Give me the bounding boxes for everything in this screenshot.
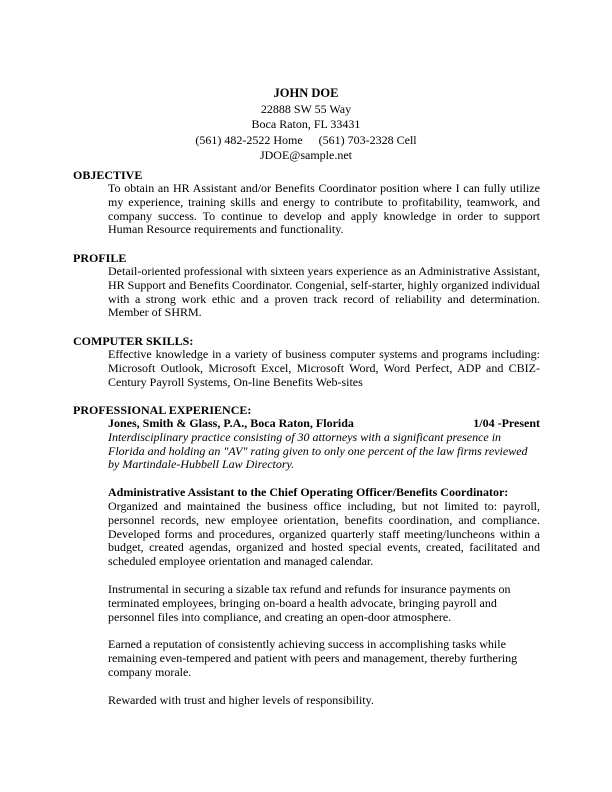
experience-section [73,403,543,708]
job-header [108,417,540,431]
profile-text: Detail-oriented professional with sixteen years experience as an Administrative Assistant, HR Support and Benefits Coordinator. Congenial, self-starter, highly organized individual with a strong work ethic and a proven track record of reliability and determination. Member of SHRM. [108,264,540,320]
job-entry [108,417,540,708]
job-paragraph-3: Earned a reputation of consistently achieving success in accomplishing tasks while remaining even-tempered and patient with peers and management, thereby furthering company morale. [108,637,518,679]
job-dates: 1/04 -Present [473,416,540,430]
objective-section [73,168,543,237]
email-address: JDOE@sample.net [259,148,353,162]
experience-heading: PROFESSIONAL EXPERIENCE: [73,403,252,417]
job-paragraph-4: Rewarded with trust and higher levels of responsibility. [108,692,374,707]
phone-numbers [0,133,612,149]
employer-description: Interdisciplinary practice consisting of 30 attorneys with a significant presence in Florida and holding an "AV" rating given to only one percent of the law firms reviewed by Martindale-Hubbell Law Directory. [108,429,528,472]
employer: Jones, Smith & Glass, P.A., Boca Raton, Florida [108,416,354,430]
profile-section [73,251,543,320]
job-paragraph-1: Organized and maintained the business office including, but not limited to: payroll, personnel records, new employee orientation, benefits coordination, and compliance. Developed forms and procedures, organized quarterly staff meeting/luncheons within a budget, created agendas, organized and hosted special events, created, facilitated and scheduled employee orientation and managed calendar. [108,498,540,569]
phone-home: (561) 482-2522 Home [195,132,303,147]
objective-text: To obtain an HR Assistant and/or Benefits Coordinator position where I can fully utilize my experience, training skills and energy to contribute to profitability, teamwork, and company success. To continue to develop and apply knowledge in order to support Human Resource requirements and functionality. [108,181,540,237]
computer-skills-section [73,334,543,389]
address-line-2: Boca Raton, FL 33431 [251,117,361,131]
job-title: Administrative Assistant to the Chief Operating Officer/Benefits Coordinator: [108,485,509,500]
contact-header [0,86,612,164]
candidate-name: JOHN DOE [273,86,339,100]
address-line-1: 22888 SW 55 Way [260,101,352,116]
computer-skills-heading: COMPUTER SKILLS: [73,334,194,348]
computer-skills-text: Effective knowledge in a variety of business computer systems and programs including: Microsoft Outlook, Microsoft Excel, Microsoft Word, Word Perfect, ADP and CBIZ-Century Payroll Systems, On-line Benefits Web-sites [108,347,540,389]
phone-cell: (561) 703-2328 Cell [318,132,417,147]
objective-heading: OBJECTIVE [73,168,143,182]
profile-heading: PROFILE [73,251,127,265]
job-paragraph-2: Instrumental in securing a sizable tax refund and refunds for insurance payments on terminated employees, bringing on-board a health advocate, bringing payroll and personnel files into compliance, and creating an open-door atmosphere. [108,581,511,624]
